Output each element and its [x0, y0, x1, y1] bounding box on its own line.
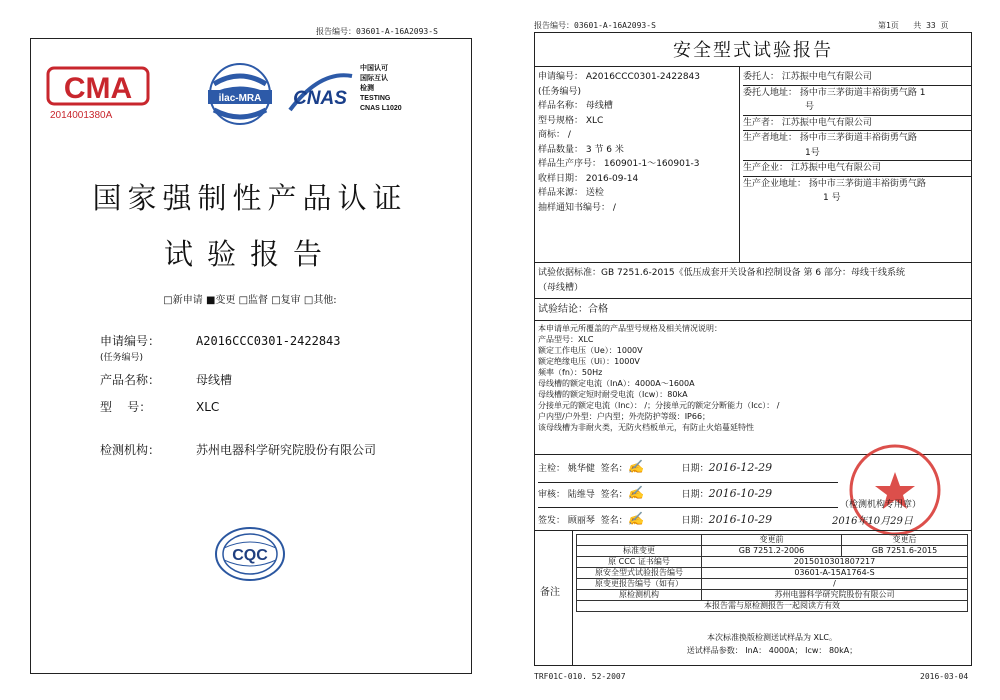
sign-label: 签名： [600, 464, 628, 474]
conclusion-value: 合格 [588, 304, 608, 315]
ilac-logo-text: ilac-MRA [218, 93, 262, 104]
divider [534, 320, 972, 321]
maker-address-cont: 1号 [805, 147, 820, 158]
table-cell: 原安全型式试验报告编号 [577, 568, 702, 579]
table-row [577, 535, 968, 546]
table-cell: 原检测机构 [577, 590, 702, 601]
cnas-line: 检测 [360, 85, 374, 92]
sign-date: 2016-12-29 [708, 461, 773, 474]
product-specs [538, 323, 968, 433]
field-application-no [100, 332, 341, 349]
report-no-value: 03601-A-16A2093-S [574, 21, 656, 30]
spec-line: 母线槽的额定短时耐受电流（Icw）：80kA [538, 390, 688, 399]
test-basis-text: 试验依据标准：GB 7251.6-2015《低压成套开关设备和控制设备 第 6 部分：母线干线系统 [538, 268, 905, 278]
spec-line: 该母线槽为非耐火类，无防火档板单元，有防止火焰蔓延特性 [538, 423, 754, 432]
table-cell: 原 CCC 证书编号 [577, 557, 702, 568]
cnas-caption [360, 64, 402, 114]
cma-logo [46, 62, 151, 110]
cover-report-number [316, 26, 438, 37]
field-product-name [100, 371, 232, 388]
checkbox-new: □新申请 [163, 295, 203, 306]
cma-logo-text: CMA [63, 72, 133, 105]
page-label: 第1页 [878, 21, 899, 30]
task-number-note: (任务编号) [100, 353, 144, 363]
report-no-label: 报告编号： [534, 21, 574, 30]
spec-line: 产品型号：XLC [538, 335, 594, 344]
sign-name: 陆维导 [567, 490, 595, 500]
field-testing-lab [100, 441, 376, 458]
table-row [577, 579, 968, 590]
factory-address-label: 生产企业地址： [743, 178, 807, 189]
cqc-logo-text: CQC [232, 547, 268, 564]
signature-row: 主检： 姚华健 签名：✍ 日期：2016-12-29 [538, 458, 838, 483]
spec-line: 频率（fn）：50Hz [538, 368, 603, 377]
checkbox-other: □其他: [303, 295, 337, 306]
spec-line: 额定工作电压（Ue）：1000V [538, 346, 643, 355]
sample-line: 样品来源： 送检 [538, 188, 604, 198]
table-cell: GB 7251.6-2015 [842, 546, 968, 557]
report-no-value: 03601-A-16A2093-S [356, 27, 438, 36]
report-title: 安全型式试验报告 [673, 40, 833, 61]
table-row [577, 546, 968, 557]
checkbox-review: □复审 [271, 295, 301, 306]
signature-row: 审核： 陆维导 签名：✍ 日期：2016-10-29 [538, 483, 838, 508]
cqc-logo [214, 526, 286, 582]
table-header: 变更后 [842, 535, 968, 546]
sample-line: 样品名称： 母线槽 [538, 101, 613, 111]
maker-address-value: 扬中市三茅街道丰裕街勇气路 [799, 133, 917, 143]
application-type-checkboxes [0, 291, 500, 306]
pages-total: 共 33 页 [913, 21, 949, 30]
seal-note: （检测机构专用章） [840, 500, 922, 510]
divider [534, 298, 972, 299]
signature-block [538, 458, 838, 532]
sign-role: 审核： [538, 490, 566, 500]
test-basis [538, 266, 968, 295]
sign-role: 签发： [538, 516, 566, 526]
field-value: XLC [196, 400, 220, 414]
divider [534, 66, 972, 67]
field-label: 型 号： [100, 400, 152, 414]
cnas-line: 中国认可 [360, 65, 388, 72]
spec-line: 母线槽的额定电流（InA）：4000A～1600A [538, 379, 695, 388]
factory-value: 江苏振中电气有限公司 [790, 163, 881, 173]
sign-date: 2016-10-29 [708, 513, 773, 526]
sign-label: 签名： [600, 490, 628, 500]
client-label: 委托人： [743, 72, 780, 82]
sample-line: 样品数量： 3 节 6 米 [538, 144, 624, 155]
remarks-note: 本次标准换版检测送试样品为 XLC。 [706, 633, 838, 642]
maker-address-label: 生产者地址： [743, 133, 798, 143]
cnas-line: TESTING [360, 95, 391, 102]
test-report-page [510, 0, 1000, 700]
date-label: 日期： [681, 516, 709, 526]
table-row [577, 568, 968, 579]
client-address-value: 扬中市三茅街道丰裕街勇气路 1 [799, 87, 926, 98]
sample-line: 抽样通知书编号： / [538, 202, 616, 213]
cnas-line: 国际互认 [360, 75, 388, 82]
sample-line: 样品生产序号： 160901-1～160901-3 [538, 159, 700, 169]
conclusion-label: 试验结论： [538, 304, 588, 315]
maker-value: 江苏振中电气有限公司 [781, 117, 872, 128]
sample-line: 商标： / [538, 130, 571, 140]
footer-form-number: TRF01C-010. 52-2007 [534, 672, 626, 681]
field-value: 苏州电器科学研究院股份有限公司 [196, 443, 377, 457]
table-cell: 原变更报告编号（如有） [577, 579, 702, 590]
client-info [743, 70, 971, 206]
date-label: 日期： [681, 464, 709, 474]
sign-name: 顾丽琴 [567, 516, 595, 526]
footer-date: 2016-03-04 [920, 672, 969, 681]
sample-line: 申请编号： A2016CCC0301-2422843 [538, 72, 701, 82]
date-label: 日期： [681, 490, 709, 500]
page-report-number [534, 20, 656, 31]
field-value: 母线槽 [196, 373, 233, 387]
page-number [878, 20, 949, 31]
divider [534, 530, 972, 531]
remarks-label: 备注 [540, 587, 560, 598]
sample-info [538, 70, 738, 215]
cover-subtitle: 试验报告 [163, 237, 336, 271]
table-cell: 2015010301807217 [702, 557, 968, 568]
spec-line: 户内型/户外型：户内型；外壳防护等级：IP66； [538, 412, 711, 421]
signature-row: 签发： 顾丽琴 签名：✍ 日期：2016-10-29 [538, 512, 773, 527]
divider [739, 66, 740, 262]
table-cell: 03601-A-15A1764-S [702, 568, 968, 579]
table-row [577, 590, 968, 601]
checkbox-change: ■变更 [205, 295, 236, 306]
sign-name: 姚华健 [567, 464, 595, 474]
table-row [577, 601, 968, 612]
remarks-note: 送试样品参数： InA： 4000A； Icw： 80kA； [686, 646, 858, 655]
table-cell: / [702, 579, 968, 590]
divider [572, 530, 573, 666]
client-address-cont: 号 [805, 102, 815, 112]
maker-label: 生产者： [743, 117, 780, 128]
cnas-logo-text: CNAS [293, 88, 347, 109]
cnas-logo [282, 66, 358, 122]
table-row [577, 557, 968, 568]
sample-line: (任务编号) [538, 86, 582, 97]
sample-line: 型号规格： XLC [538, 115, 604, 126]
sign-label: 签名： [600, 516, 628, 526]
client-address-label: 委托人地址： [743, 87, 798, 98]
report-no-label: 报告编号： [316, 27, 356, 36]
spec-line: 分接单元的额定电流（Inc）： /；分接单元的额定分断能力（Icc）： / [538, 401, 780, 410]
table-header [577, 535, 702, 546]
checkbox-supervision: □监督 [238, 295, 269, 306]
change-table [576, 534, 968, 612]
divider [534, 262, 972, 263]
field-model [100, 398, 219, 415]
spec-line: 本申请单元所覆盖的产品型号规格及相关情况说明： [538, 324, 722, 333]
field-label: 申请编号： [100, 334, 161, 348]
table-cell: GB 7251.2-2006 [702, 546, 842, 557]
table-header: 变更前 [702, 535, 842, 546]
cover-title: 国家强制性产品认证 [92, 181, 408, 215]
factory-label: 生产企业： [743, 163, 789, 173]
field-label: 产品名称： [100, 373, 161, 387]
factory-address-cont: 1 号 [823, 193, 841, 203]
spec-line: 额定绝缘电压（Ui）：1000V [538, 357, 640, 366]
ilac-mra-logo [200, 60, 280, 128]
table-note: 本报告需与原检测报告一起阅读方有效 [577, 601, 968, 612]
field-value: A2016CCC0301-2422843 [196, 334, 341, 348]
cnas-line: CNAS L1020 [360, 105, 402, 112]
test-conclusion [538, 303, 608, 318]
factory-address-value: 扬中市三茅街道丰裕街勇气路 [808, 178, 926, 189]
table-cell: 标准变更 [577, 546, 702, 557]
cma-number: 2014001380A [50, 110, 113, 121]
sign-date: 2016-10-29 [708, 487, 773, 500]
client-value: 江苏振中电气有限公司 [781, 72, 872, 82]
sample-line: 收样日期： 2016-09-14 [538, 173, 639, 184]
field-label: 检测机构： [100, 443, 161, 457]
sign-role: 主检： [538, 464, 566, 474]
table-cell: 苏州电器科学研究院股份有限公司 [702, 590, 968, 601]
seal-date: 2016年10月29日 [832, 516, 913, 527]
test-basis-text: （母线槽） [538, 282, 584, 293]
